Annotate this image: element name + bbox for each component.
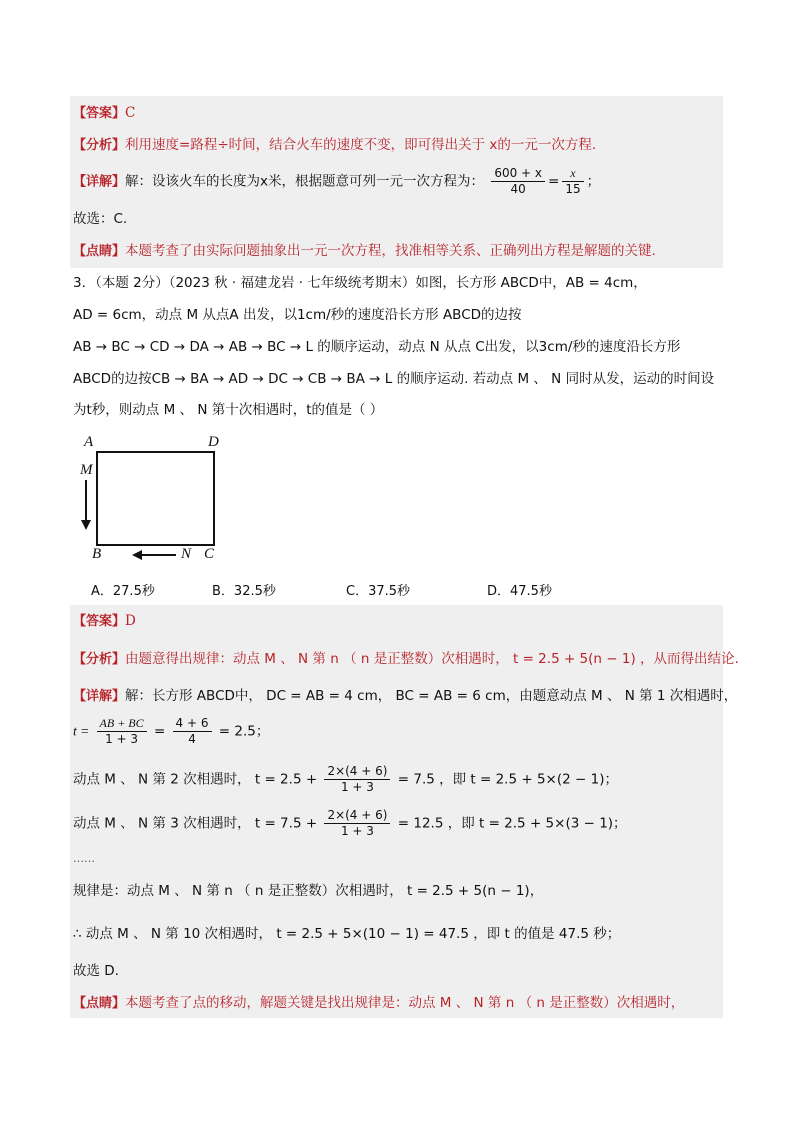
detail-text: 解：设该火车的长度为x米，根据题意可列一元一次方程为：: [125, 173, 485, 190]
answer-tag: 【答案】: [73, 106, 126, 121]
detail-tag: 【详解】: [73, 174, 126, 190]
q3-line-3: AB → BC → CD → DA → AB → BC → L 的顺序运动，动点 N 从点 C出发，以3cm/秒的速度沿长方形: [73, 339, 681, 355]
answer-value: D: [125, 613, 136, 629]
label-a: A: [84, 434, 94, 450]
arrow-n-head: [132, 550, 142, 560]
answer-tag: 【答案】: [73, 614, 126, 629]
label-n: N: [181, 546, 192, 562]
step-1-fraction-1: [97, 716, 147, 747]
rule-row: 规律是：动点 M 、 N 第 n （ n 是正整数）次相遇时， t = 2.5 + 5(n − 1)，: [73, 883, 544, 899]
ellipsis: ……: [73, 852, 95, 865]
option-d: D．47.5秒: [487, 584, 552, 599]
step-3-suffix: = 12.5 ，即 t = 2.5 + 5×(3 − 1)；: [397, 815, 627, 832]
fraction-denominator: 40: [510, 182, 526, 196]
equation-left-fraction: [491, 166, 545, 197]
fraction-denominator: 1 + 3: [340, 780, 374, 794]
step-3-prefix: 动点 M 、 N 第 3 次相遇时， t = 7.5 +: [73, 815, 318, 832]
q2-analysis-row: [73, 136, 596, 155]
q3-line-4: ABCD的边按CB → BA → AD → DC → CB → BA → L 的顺序运动. 若动点 M 、 N 同时从发，运动的时间设: [73, 371, 715, 387]
comment-text: 本题考查了点的移动，解题关键是找出规律是：动点 M 、 N 第 n （ n 是正整数）次相遇时，: [125, 995, 685, 1011]
step-2-fraction: [324, 764, 390, 795]
fraction-numerator: 2×(4 + 6): [324, 808, 390, 824]
fraction-denominator: 1 + 3: [340, 824, 374, 838]
option-c: C．37.5秒: [346, 584, 411, 599]
fraction-numerator: 4 + 6: [173, 716, 212, 732]
rectangle-abcd: [97, 452, 214, 545]
step-1-equals: =: [153, 723, 166, 740]
q3-analysis-row: [73, 650, 739, 669]
q3-answer-row: [73, 612, 136, 631]
q3-choice: 故选 D.: [73, 963, 119, 979]
step-1-row: [73, 716, 269, 747]
q2-comment-row: [73, 242, 656, 261]
comment-text: 本题考查了由实际问题抽象出一元一次方程，找准相等关系、正确列出方程是解题的关键.: [125, 243, 656, 259]
conclusion-row: ∴ 动点 M 、 N 第 10 次相遇时， t = 2.5 + 5×(10 − 1) = 47.5 ，即 t 的值是 47.5 秒；: [73, 926, 621, 942]
step-3-fraction: [324, 808, 390, 839]
analysis-text: 利用速度=路程÷时间，结合火车的速度不变，即可得出关于 x的一元一次方程.: [125, 137, 597, 153]
comment-tag: 【点睛】: [73, 996, 126, 1011]
analysis-text: 由题意得出规律：动点 M 、 N 第 n （ n 是正整数）次相遇时， t = 2.5 + 5(n − 1) ，从而得出结论.: [125, 651, 739, 667]
option-a: A．27.5秒: [91, 584, 155, 599]
fraction-denominator: 1 + 3: [105, 732, 139, 746]
analysis-tag: 【分析】: [73, 138, 126, 153]
step-1-result: = 2.5；: [218, 723, 270, 740]
step-3-row: [73, 808, 627, 839]
label-d: D: [208, 434, 219, 450]
q3-line-5: 为t秒，则动点 M 、 N 第十次相遇时，t的值是（ ）: [73, 402, 384, 418]
q2-answer-row: [73, 104, 135, 123]
fraction-numerator: 600 + x: [491, 166, 545, 182]
comment-tag: 【点睛】: [73, 244, 126, 259]
step-1-fraction-2: [173, 716, 212, 747]
q2-choice: 故选：C.: [73, 211, 128, 227]
equation-right-fraction: [562, 166, 583, 197]
q3-comment-row: [73, 994, 684, 1013]
q3-detail-row: [73, 687, 737, 706]
label-b: B: [92, 546, 102, 562]
option-b: B．32.5秒: [212, 584, 276, 599]
fraction-denominator: 15: [565, 182, 581, 196]
step-1-prefix: t =: [73, 723, 90, 739]
step-2-suffix: = 7.5 ，即 t = 2.5 + 5×(2 − 1)；: [397, 771, 618, 788]
step-2-prefix: 动点 M 、 N 第 2 次相遇时， t = 2.5 +: [73, 771, 318, 788]
fraction-numerator: 2×(4 + 6): [324, 764, 390, 780]
answer-value: C: [125, 105, 136, 121]
q3-line-1: 3．（本题 2分）（2023 秋 · 福建龙岩 · 七年级统考期末）如图，长方形 ABCD中，AB = 4cm，: [73, 275, 647, 291]
fraction-denominator: 4: [188, 732, 196, 746]
equation-end: ；: [586, 173, 601, 190]
label-m: M: [80, 462, 93, 478]
rectangle-figure: [78, 432, 238, 572]
q3-line-2: AD = 6cm，动点 M 从点A 出发，以1cm/秒的速度沿长方形 ABCD的边按: [73, 307, 522, 323]
arrow-m-head: [81, 520, 91, 530]
fraction-numerator: AB + BC: [97, 716, 147, 732]
fraction-numerator: x: [562, 166, 583, 182]
detail-tag: 【详解】: [73, 689, 126, 704]
detail-text: 解：长方形 ABCD中， DC = AB = 4 cm， BC = AB = 6 cm，由题意动点 M 、 N 第 1 次相遇时，: [125, 688, 738, 704]
analysis-tag: 【分析】: [73, 652, 126, 667]
label-c: C: [204, 546, 215, 562]
step-2-row: [73, 764, 618, 795]
q2-detail-row: 【详解】解：设该火车的长度为x米，根据题意可列一元一次方程为： $\frac{600 + x}{40}$ = $\frac{x}{15}$ ；: [73, 166, 601, 196]
